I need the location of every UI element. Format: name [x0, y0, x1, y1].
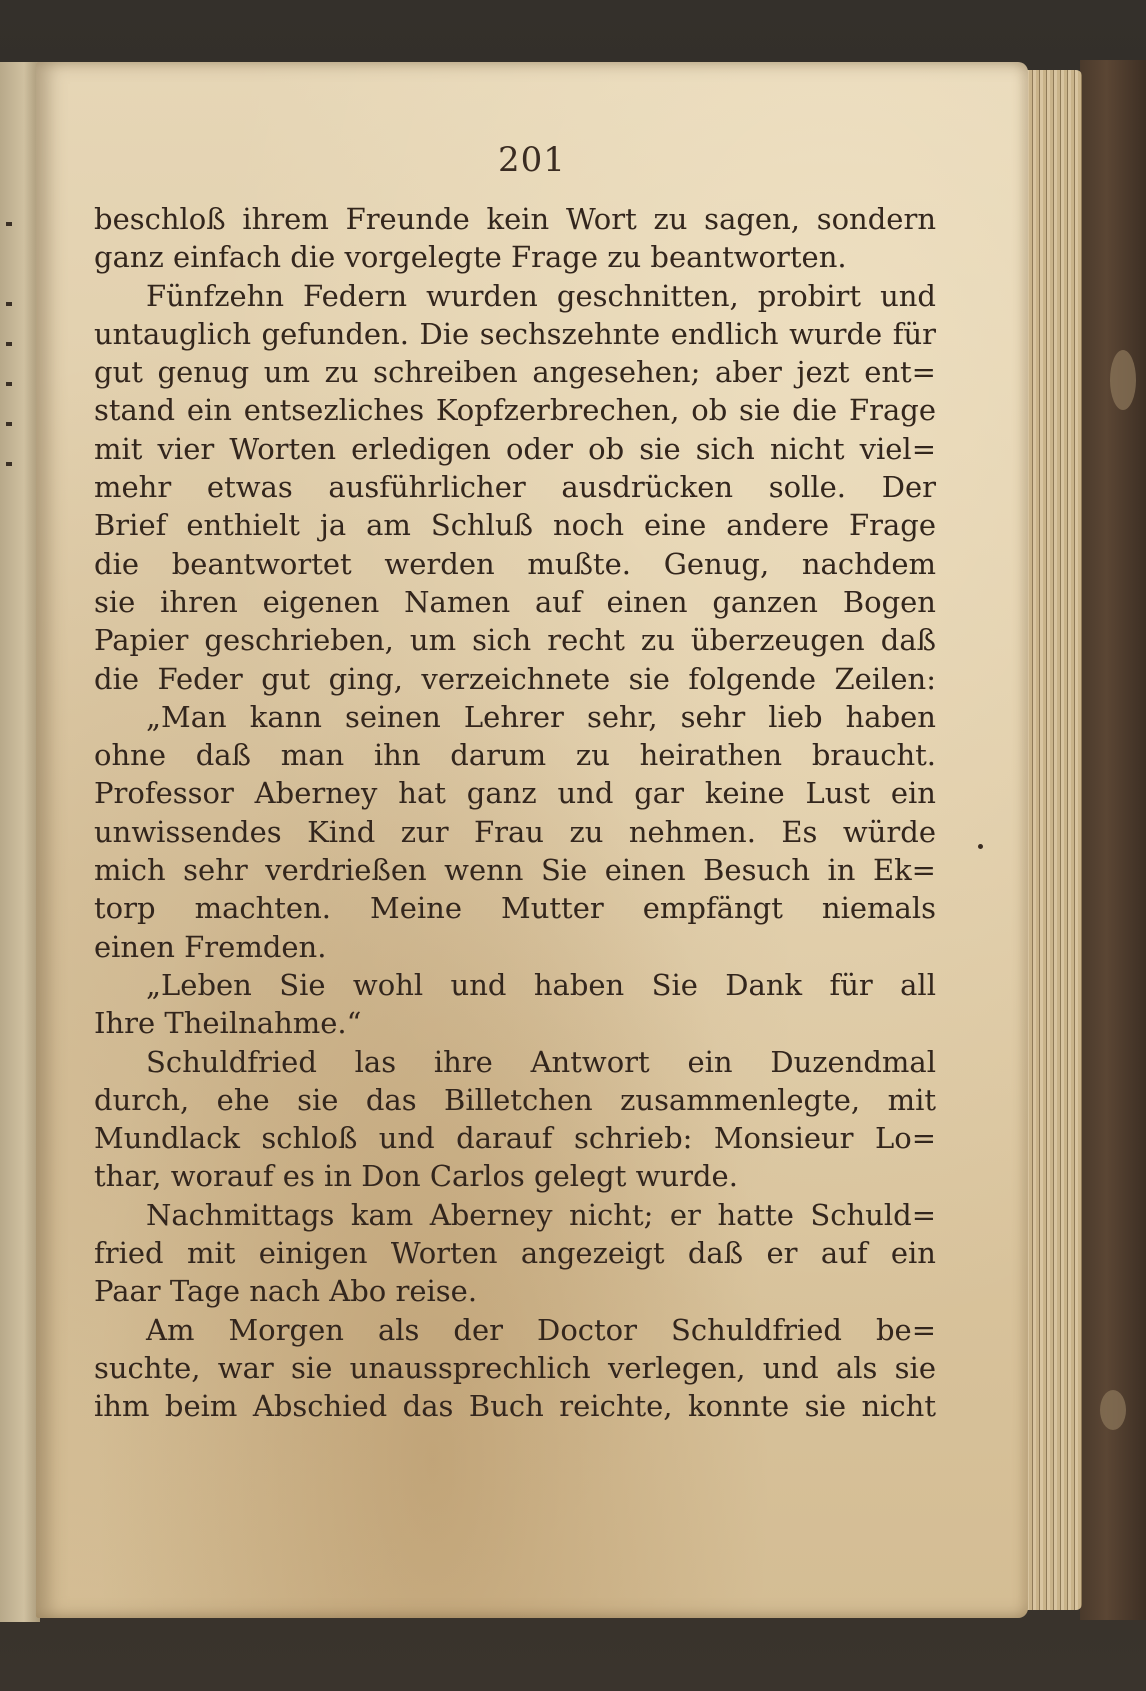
- text-line: ohne daß man ihn darum zu heirathen braucht.: [94, 738, 936, 773]
- page-stack-edges: [1022, 70, 1082, 1610]
- cover-wear-spot: [1110, 350, 1136, 410]
- ink-speck: [978, 844, 983, 849]
- book-cover: [1080, 60, 1146, 1620]
- text-line: Paar Tage nach Abo reise.: [94, 1274, 478, 1309]
- text-line: die beantwortet werden mußte. Genug, nachdem: [94, 546, 936, 581]
- text-line: thar, worauf es in Don Carlos gelegt wurde.: [94, 1159, 738, 1194]
- text-line: Professor Aberney hat ganz und gar keine Lust ein: [94, 776, 936, 811]
- text-line: Nachmittags kam Aberney nicht; er hatte Schuld=: [146, 1197, 936, 1232]
- text-line: ganz einfach die vorgelegte Frage zu beantworten.: [94, 240, 847, 275]
- text-line: durch, ehe sie das Billetchen zusammenlegte, mit: [94, 1082, 936, 1117]
- text-line: Fünfzehn Federn wurden geschnitten, probirt und: [146, 278, 936, 313]
- text-line: Papier geschrieben, um sich recht zu überzeugen daß: [94, 623, 936, 658]
- text-line: einen Fremden.: [94, 929, 327, 964]
- text-line: torp machten. Meine Mutter empfängt niemals: [94, 891, 936, 926]
- text-line: „Man kann seinen Lehrer sehr, sehr lieb haben: [146, 699, 936, 734]
- text-line: beschloß ihrem Freunde kein Wort zu sagen, sondern: [94, 202, 936, 236]
- text-line: stand ein entsezliches Kopfzerbrechen, ob sie die Frage: [94, 393, 936, 428]
- text-line: fried mit einigen Worten angezeigt daß er auf ein: [94, 1236, 936, 1271]
- text-line: Mundlack schloß und darauf schrieb: Monsieur Lo=: [94, 1121, 936, 1156]
- text-line: untauglich gefunden. Die sechszehnte endlich wurde für: [94, 316, 936, 351]
- left-page-mark: [6, 302, 12, 306]
- text-line: mehr etwas ausführlicher ausdrücken solle. Der: [94, 470, 936, 505]
- text-line: Ihre Theilnahme.“: [94, 1006, 362, 1041]
- left-page-mark: [6, 382, 12, 386]
- text-line: suchte, war sie unaussprechlich verlegen, und als sie: [94, 1350, 936, 1385]
- left-page-mark: [6, 462, 12, 466]
- left-page-mark: [6, 342, 12, 346]
- page-number: 201: [498, 140, 566, 180]
- text-line: Brief enthielt ja am Schluß noch eine andere Frage: [94, 508, 936, 543]
- text-line: unwissendes Kind zur Frau zu nehmen. Es würde: [94, 814, 936, 849]
- book-page: [36, 62, 1028, 1618]
- text-line: gut genug um zu schreiben angesehen; aber jezt ent=: [94, 355, 936, 390]
- left-page-mark: [6, 222, 12, 226]
- text-line: Schuldfried las ihre Antwort ein Duzendmal: [146, 1044, 936, 1079]
- text-line: mich sehr verdrießen wenn Sie einen Besuch in Ek=: [94, 853, 936, 888]
- left-page-mark: [6, 422, 12, 426]
- text-line: mit vier Worten erledigen oder ob sie sich nicht viel=: [94, 431, 936, 466]
- text-line: ihm beim Abschied das Buch reichte, konnte sie nicht: [94, 1389, 936, 1424]
- cover-wear-spot: [1100, 1390, 1126, 1430]
- text-line: Am Morgen als der Doctor Schuldfried be=: [146, 1312, 936, 1347]
- page-text: [94, 200, 936, 1426]
- text-line: die Feder gut ging, verzeichnete sie folgende Zeilen:: [94, 661, 936, 696]
- text-line: „Leben Sie wohl und haben Sie Dank für all: [146, 967, 936, 1002]
- left-page-edge: [0, 62, 40, 1622]
- text-line: sie ihren eigenen Namen auf einen ganzen Bogen: [94, 584, 936, 619]
